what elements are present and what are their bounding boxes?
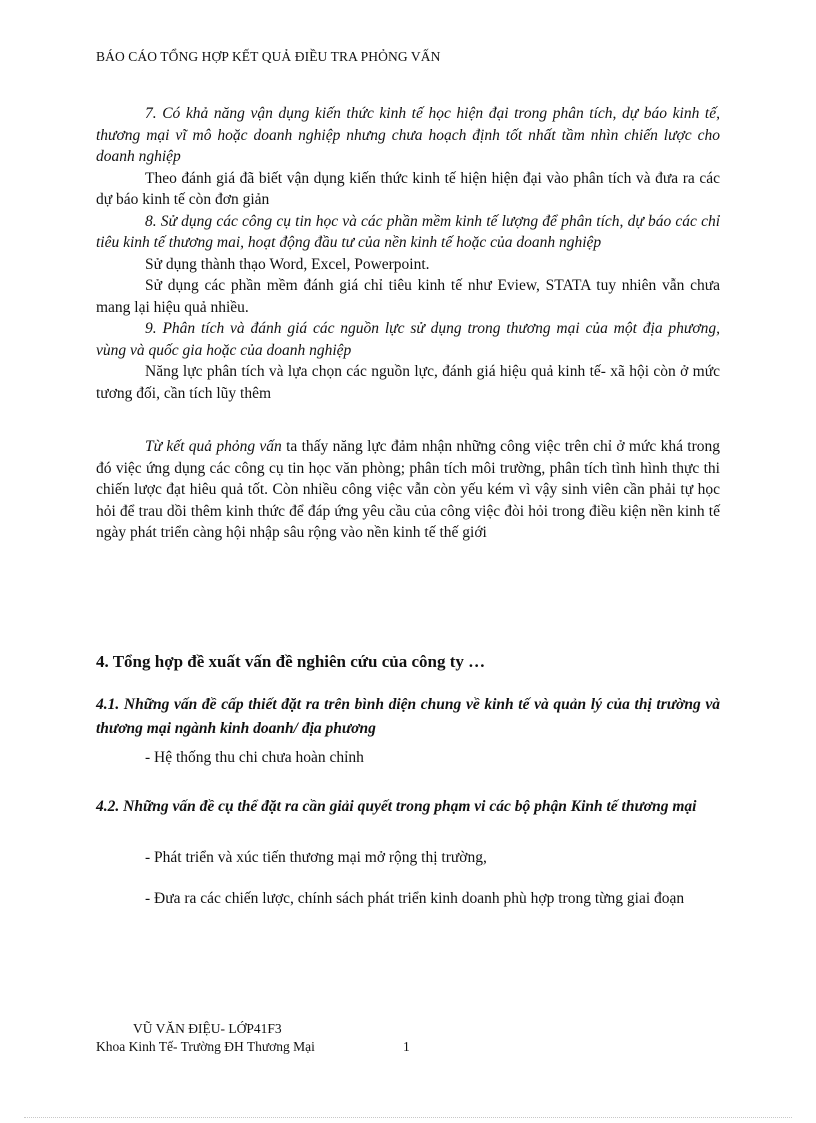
page-number: 1 [403, 1039, 410, 1054]
conclusion-lead: Từ kết quả phỏng vấn [145, 438, 282, 455]
subsection-4-2-item-2: - Đưa ra các chiến lược, chính sách phát triển kinh doanh phù hợp trong từng giai đoạn [145, 890, 685, 907]
section3-body [96, 103, 720, 404]
item8-text-1: Sử dụng thành thạo Word, Excel, Powerpoint. [145, 255, 430, 273]
item8-title: 8. Sử dụng các công cụ tin học và các phần mềm kinh tế lượng để phân tích, dự báo các chỉ tiêu kinh tế thương mai, hoạt động đầu tư của nền kinh tế hoặc của doanh nghiệp [96, 212, 720, 251]
item9-title: 9. Phân tích và đánh giá các nguồn lực sử dụng trong thương mại của một địa phương, vùng và quốc gia hoặc của doanh nghiệp [96, 320, 720, 359]
item9-text: Năng lực phân tích và lựa chọn các nguồn lực, đánh giá hiệu quả kinh tế- xã hội còn ở mức tương đối, cần tích lũy thêm [96, 363, 720, 402]
subsection-4-2-title: 4.2. Những vấn đề cụ thể đặt ra cần giải quyết trong phạm vi các bộ phận Kinh tế thương mại [96, 798, 697, 815]
item7-text: Theo đánh giá đã biết vận dụng kiến thức kinh tế hiện hiện đại vào phân tích và đưa ra các dự báo kinh tế còn đơn giản [96, 169, 720, 208]
section4-heading: 4. Tổng hợp đề xuất vấn đề nghiên cứu của công ty … [96, 652, 486, 671]
subsection-4-2-item-1: - Phát triển và xúc tiến thương mại mở rộng thị trường, [145, 849, 487, 866]
conclusion-paragraph [96, 436, 720, 544]
item7-title: 7. Có khả năng vận dụng kiến thức kinh tế học hiện đại trong phân tích, dự báo kinh tế, thương mại vĩ mô hoặc doanh nghiệp nhưng chưa hoạch định tốt nhất tầm nhìn chiến lược cho doanh nghiệp [96, 105, 720, 165]
conclusion-text: ta thấy năng lực đảm nhận những công việc trên chỉ ở mức khá trong đó việc ứng dụng các công cụ tin học văn phòng; phân tích môi trường, phân tích tình hình thực thi chiến lược đạt hiêu quả tốt. Còn nhiều công việc vẫn còn yếu kém vì vậy sinh viên cần phải tự học hỏi để trau dồi thêm kinh thức để đáp ứng yêu cầu của công việc đòi hỏi trong điều kiện nền kinh tế ngày phát triển càng hội nhập sâu rộng vào nền kinh tế thế giới [96, 438, 720, 541]
subsection-4-1-item: - Hệ thống thu chi chưa hoàn chỉnh [145, 749, 364, 766]
footer-author: VŨ VĂN ĐIỆU- LỚP41F3 [133, 1021, 282, 1036]
page-header: BÁO CÁO TỔNG HỢP KẾT QUẢ ĐIỀU TRA PHỎNG VẤN [96, 49, 441, 64]
footer-school: Khoa Kinh Tế- Trường ĐH Thương Mại [96, 1039, 315, 1054]
subsection-4-1-title: 4.1. Những vấn đề cấp thiết đặt ra trên bình diện chung về kinh tế và quản lý của thị trường và thương mại ngành kinh doanh/ địa phương [96, 696, 720, 737]
page-bottom-divider [24, 1117, 792, 1118]
item8-text-2: Sử dụng các phần mềm đánh giá chỉ tiêu kinh tế như Eview, STATA tuy nhiên vẫn chưa mang lại hiệu quả nhiều. [96, 277, 720, 316]
